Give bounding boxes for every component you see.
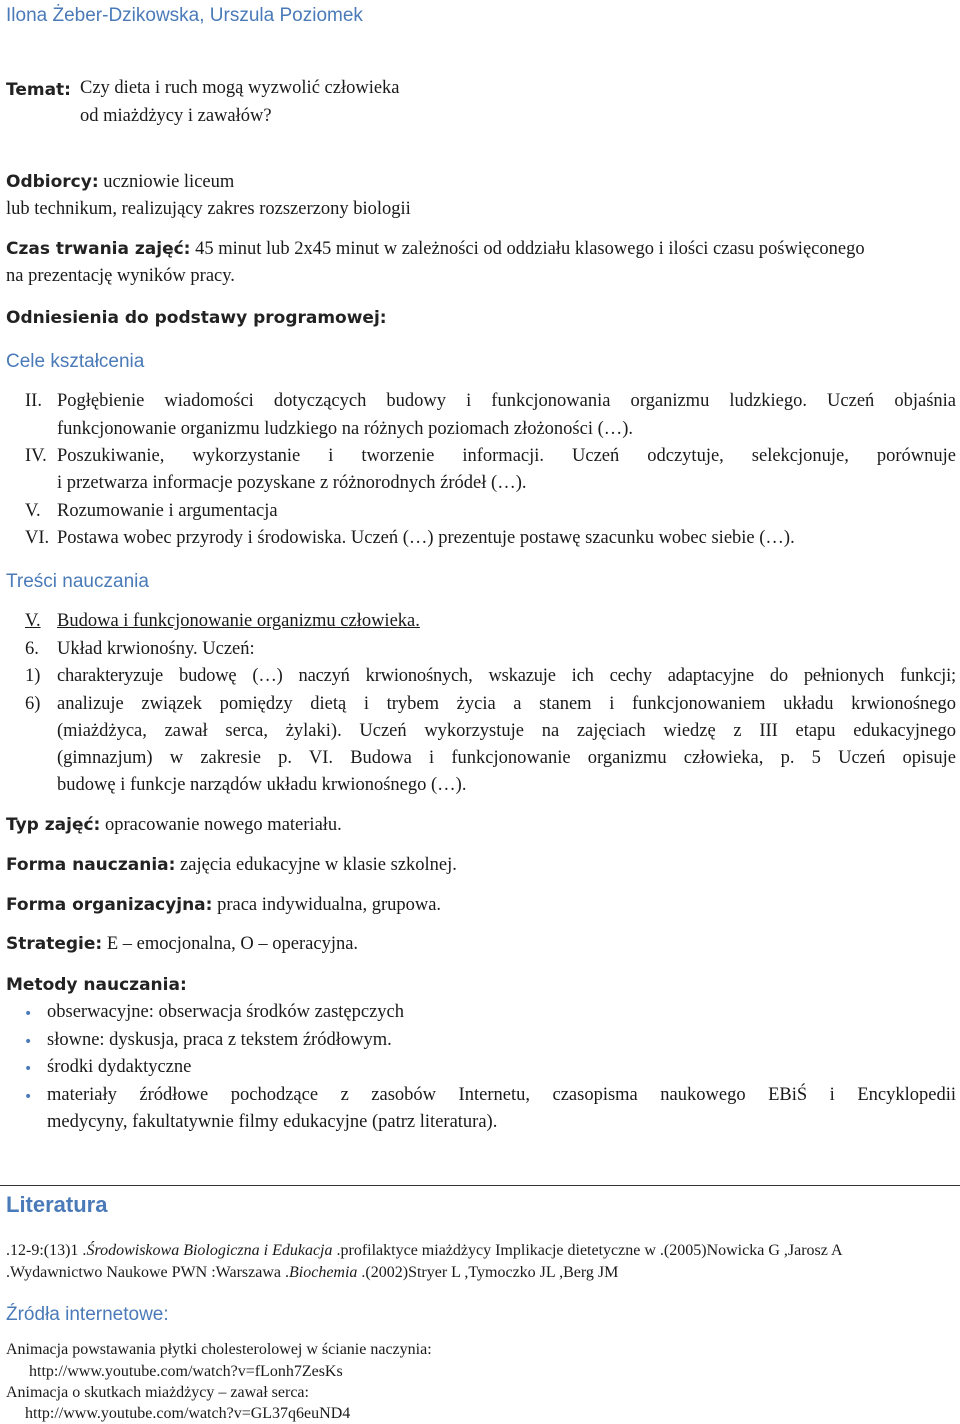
cele-iv-num: IV. [25,446,47,466]
literatura-ref-1-a: .12-9:(13)1 . [6,1242,87,1259]
temat-line-1: Czy dieta i ruch mogą wyzwolić człowieka [80,78,400,98]
zrodla-desc-2: Animacja o skutkach miażdżycy – zawał serca: [6,1384,309,1401]
cele-vi-num: VI. [25,528,50,548]
tresci-6b-line-1: analizuje związek pomiędzy dietą i trybem życia a stanem i funkcjonowaniem układu krwionośnego [57,694,956,714]
metody-item-2: słowne: dyskusja, praca z tekstem źródłowym. [47,1030,392,1050]
metody-item-3: środki dydaktyczne [47,1057,192,1077]
authors-line: Ilona Żeber-Dzikowska, Urszula Poziomek [6,5,363,26]
cele-iv-line-2: i przetwarza informacje pozyskane z różnorodnych źródeł (…). [57,473,527,493]
forma-nauczania-label: Forma nauczania: [6,855,176,875]
odbiorcy-line-1 [6,172,234,193]
literatura-ref-2 [6,1264,618,1282]
forma-org-label: Forma organizacyjna: [6,895,213,915]
typ-value: opracowanie nowego materiału. [100,815,342,835]
czas-value: 45 minut lub 2x45 minut w zależności od oddziału klasowego i ilości czasu poświęconego [190,239,865,259]
temat-line-2: od miażdżycy i zawałów? [80,106,272,126]
literatura-ref-1-title: Środowiskowa Biologiczna i Edukacja [86,1242,333,1259]
forma-nauczania-value: zajęcia edukacyjne w klasie szkolnej. [175,855,457,875]
zrodla-heading: Źródła internetowe: [6,1304,169,1325]
tresci-6-num: 6. [25,639,39,659]
tresci-6b-num: 6) [25,694,41,714]
tresci-heading: Treści nauczania [6,571,149,592]
cele-vi-text: Postawa wobec przyrody i środowiska. Uczeń (…) prezentuje postawę szacunku wobec siebie (…). [57,528,795,548]
strategie-value: E – emocjonalna, O – operacyjna. [102,934,359,954]
tresci-6b-line-2: (miażdżyca, zawał serca, żylaki). Uczeń wykorzystuje na zajęciach wiedzę z III etapu edukacyjnego [57,721,956,741]
tresci-v-text: Budowa i funkcjonowanie organizmu człowieka. [57,611,420,631]
typ-line [6,815,342,836]
cele-ii-num: II. [25,391,42,411]
czas-line-1 [6,239,865,260]
czas-label: Czas trwania zajęć: [6,239,191,259]
typ-label: Typ zajęć: [6,815,101,835]
bullet-icon: • [24,1061,33,1077]
odniesienia-heading: Odniesienia do podstawy programowej: [6,308,387,328]
cele-heading: Cele kształcenia [6,351,145,372]
literatura-ref-1-c: .profilaktyce miażdżycy Implikacje dietetyczne w .(2005)Nowicka G ,Jarosz A [332,1242,843,1259]
zrodla-desc-1: Animacja powstawania płytki cholesterolowej w ścianie naczynia: [6,1341,432,1358]
temat-label: Temat: [6,80,71,100]
cele-ii-text-1: Pogłębienie wiadomości dotyczących budowy i funkcjonowania organizmu ludzkiego. Uczeń objaśnia [57,391,956,411]
forma-nauczania-line [6,855,457,876]
cele-ii-line-2: funkcjonowanie organizmu ludzkiego na różnych poziomach złożoności (…). [57,419,634,439]
literatura-ref-2-title: Biochemia [289,1264,358,1281]
bullet-icon: • [24,1089,33,1105]
tresci-1-text: charakteryzuje budowę (…) naczyń krwionośnych, wskazuje ich cechy adaptacyjne do pełnionych funkcji; [57,666,956,686]
literatura-ref-2-c: .(2002)Stryer L ,Tymoczko JL ,Berg JM [357,1264,619,1281]
czas-line-2: na prezentację wyników pracy. [6,266,235,286]
tresci-1-num: 1) [25,666,41,686]
odbiorcy-value: uczniowie liceum [98,172,235,192]
zrodla-link-2[interactable]: http://www.youtube.com/watch?v=GL37q6euND4 [25,1405,351,1422]
forma-org-line [6,895,441,916]
tresci-6b-line-4: budowę i funkcje narządów układu krwionośnego (…). [57,775,467,795]
metody-item-1: obserwacyjne: obserwacja środków zastępczych [47,1002,405,1022]
tresci-6b-line-3: (gimnazjum) w zakresie p. VI. Budowa i funkcjonowanie organizmu człowieka, p. 5 Uczeń opisuje [57,748,956,768]
cele-iv-line-1: Poszukiwanie, wykorzystanie i tworzenie informacji. Uczeń odczytuje, selekcjonuje, porównuje [57,446,956,466]
literatura-ref-1 [6,1242,843,1260]
forma-org-value: praca indywidualna, grupowa. [212,895,442,915]
odbiorcy-label: Odbiorcy: [6,172,99,192]
section-divider [0,1185,960,1186]
cele-v-num: V. [25,501,41,521]
metody-label: Metody nauczania: [6,975,187,995]
strategie-line [6,934,358,955]
metody-item-4-line-1: materiały źródłowe pochodzące z zasobów Internetu, czasopisma naukowego EBiŚ i Encyklopedii [47,1085,956,1105]
metody-item-4-line-2: medycyny, fakultatywnie filmy edukacyjne (patrz literatura). [47,1112,498,1132]
zrodla-link-1[interactable]: http://www.youtube.com/watch?v=fLonh7ZesKs [29,1363,343,1380]
tresci-6-text: Układ krwionośny. Uczeń: [57,639,255,659]
bullet-icon: • [24,1034,33,1050]
strategie-label: Strategie: [6,934,103,954]
cele-v-text: Rozumowanie i argumentacja [57,501,278,521]
literatura-heading: Literatura [6,1192,108,1217]
bullet-icon: • [24,1006,33,1022]
odbiorcy-line-2: lub technikum, realizujący zakres rozszerzony biologii [6,199,411,219]
cele-ii-line-1 [57,391,956,412]
literatura-ref-2-a: .Wydawnictwo Naukowe PWN :Warszawa . [6,1264,289,1281]
tresci-v-num: V. [25,611,41,631]
